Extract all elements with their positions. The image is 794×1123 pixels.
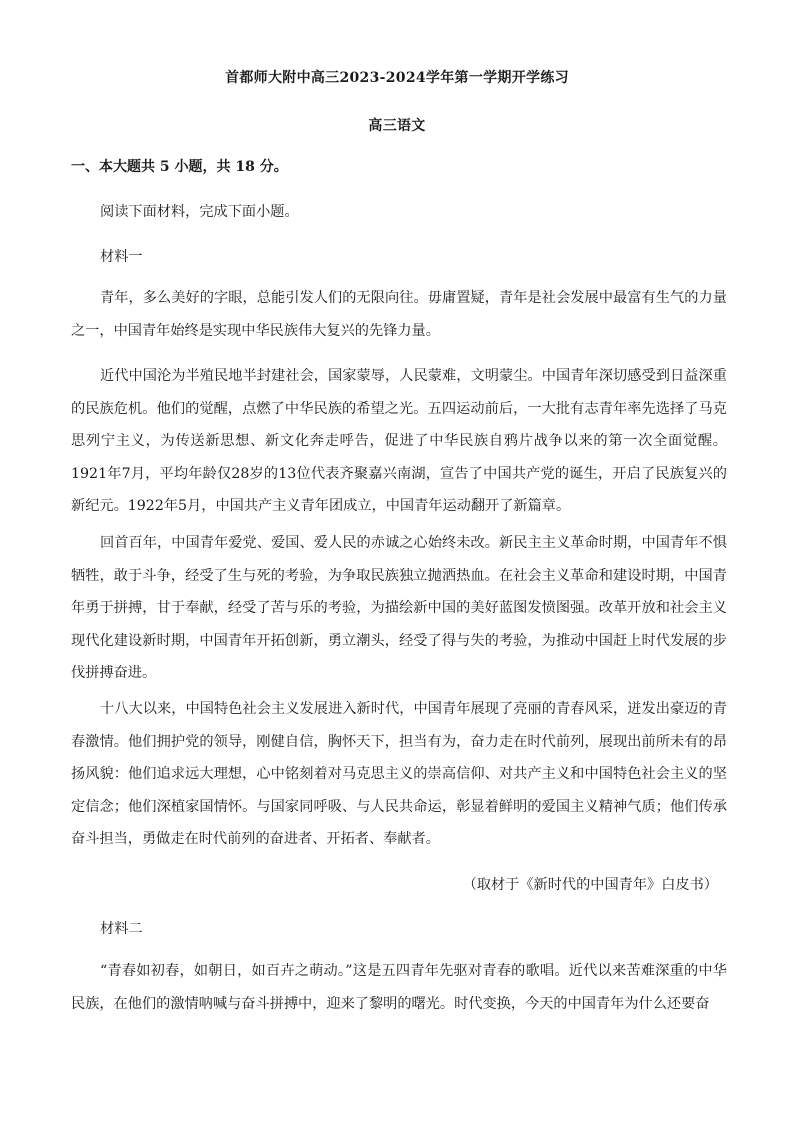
section-heading: 一、本大题共 5 小题，共 18 分。 <box>71 159 288 175</box>
material1-paragraph-4: 十八大以来，中国特色社会主义发展进入新时代，中国青年展现了亮丽的青春风采，迸发出豪迈的青春激情。他们拥护党的领导，刚健自信，胸怀天下，担当有为，奋力走在时代前列，展现出前所未有的昂扬风貌：他们追求远大理想，心中铭刻着对马克思主义的崇高信仰、对共产主义和中国特色社会主义的坚定信念；他们深植家国情怀。与国家同呼吸、与人民共命运，彰显着鲜明的爱国主义精神气质；他们传承奋斗担当，勇做走在时代前列的奋进者、开拓者、奉献者。 <box>71 701 727 847</box>
material2-paragraph-1: “青春如初春，如朝日，如百卉之萌动。”这是五四青年先驱对青春的歌唱。近代以来苦难深重的中华民族，在他们的激情呐喊与奋斗拼搏中，迎来了黎明的曙光。时代变换，今天的中国青年为什么还要奋 <box>71 963 727 1012</box>
material2-heading: 材料二 <box>100 921 143 937</box>
material1-paragraph-1: 青年，多么美好的字眼，总能引发人们的无限向往。毋庸置疑，青年是社会发展中最富有生气的力量之一，中国青年始终是实现中华民族伟大复兴的先锋力量。 <box>71 290 727 339</box>
material1-paragraph-3: 回首百年，中国青年爱党、爱国、爱人民的赤诚之心始终未改。新民主主义革命时期，中国青年不惧牺牲，敢于斗争，经受了生与死的考验，为争取民族独立抛洒热血。在社会主义革命和建设时期，中国青年勇于拼搏，甘于奉献，经受了苦与乐的考验，为描绘新中国的美好蓝图发愤图强。改革开放和社会主义现代化建设新时期，中国青年开拓创新，勇立潮头，经受了得与失的考验，为推动中国赶上时代发展的步伐拼搏奋进。 <box>71 535 727 681</box>
material1-heading: 材料一 <box>100 249 143 265</box>
material1-paragraph-2: 近代中国沦为半殖民地半封建社会，国家蒙辱，人民蒙难，文明蒙尘。中国青年深切感受到日益深重的民族危机。他们的觉醒，点燃了中华民族的希望之光。五四运动前后，一大批有志青年率先选择了马克思列宁主义，为传送新思想、新文化奔走呼告，促进了中华民族自鸦片战争以来的第一次全面觉醒。1921年7月，平均年龄仅28岁的13位代表齐聚嘉兴南湖，宣告了中国共产党的诞生，开启了民族复兴的新纪元。1922年5月，中国共产主义青年团成立，中国青年运动翻开了新篇章。 <box>71 368 727 514</box>
document-subtitle: 高三语文 <box>368 118 426 134</box>
document-title: 首都师大附中高三2023-2024学年第一学期开学练习 <box>225 70 569 86</box>
material1-source: （取材于《新时代的中国青年》白皮书） <box>462 877 718 893</box>
instruction-text: 阅读下面材料，完成下面小题。 <box>100 204 299 220</box>
